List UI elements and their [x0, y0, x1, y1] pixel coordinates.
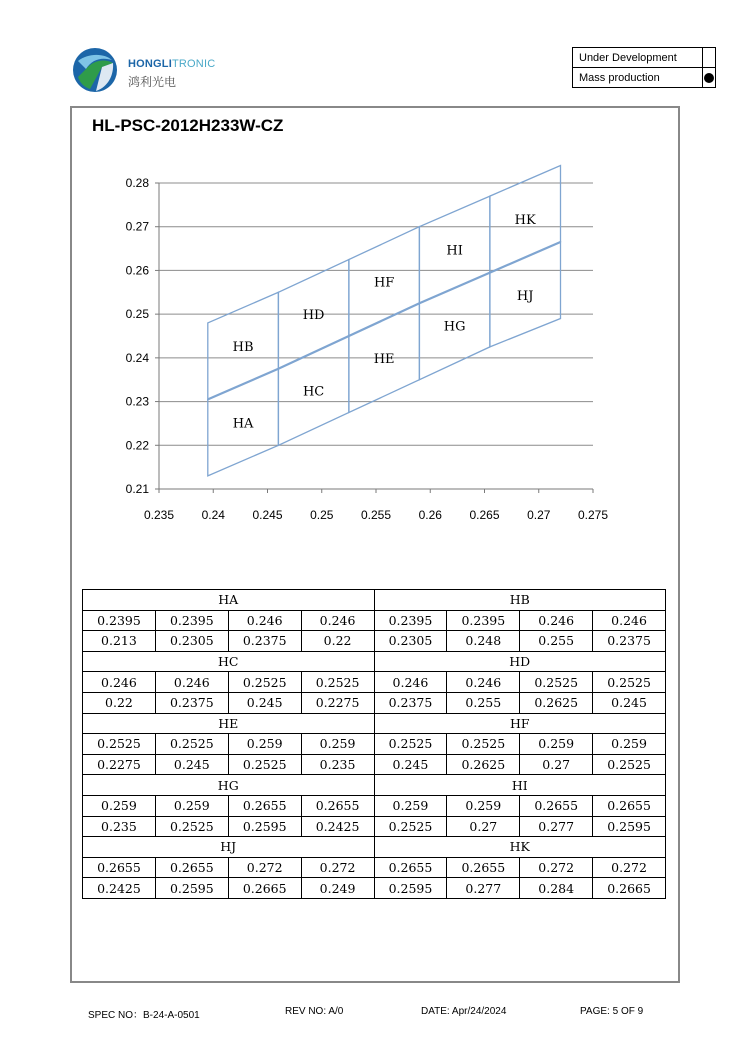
bin-boundary-line — [278, 336, 349, 369]
table-cell: 0.246 — [301, 610, 374, 631]
table-cell: 0.277 — [447, 878, 520, 899]
brand-name-cn: 鸿利光电 — [128, 75, 177, 89]
table-cell: 0.2525 — [593, 672, 666, 693]
bin-name-cell: HJ — [83, 837, 375, 858]
table-cell: 0.245 — [374, 754, 447, 775]
x-tick-label: 0.27 — [527, 508, 551, 522]
table-cell: 0.2655 — [447, 857, 520, 878]
bin-name-cell: HF — [374, 713, 666, 734]
x-tick-label: 0.255 — [360, 508, 392, 522]
y-tick-label: 0.21 — [125, 482, 149, 496]
x-tick-label: 0.275 — [577, 508, 609, 522]
x-tick-label: 0.25 — [310, 508, 334, 522]
table-cell: 0.277 — [520, 816, 593, 837]
bin-regions — [208, 166, 561, 476]
table-cell: 0.2655 — [228, 795, 301, 816]
table-header-row — [83, 590, 666, 611]
table-header-row — [83, 651, 666, 672]
table-header-row — [83, 713, 666, 734]
table-header-row — [83, 775, 666, 796]
bin-label-hc: HC — [302, 384, 325, 400]
table-cell: 0.2665 — [228, 878, 301, 899]
table-cell: 0.246 — [83, 672, 156, 693]
table-cell: 0.2665 — [593, 878, 666, 899]
bin-coordinates-table — [82, 589, 666, 899]
table-cell: 0.2525 — [520, 672, 593, 693]
bin-name-cell: HG — [83, 775, 375, 796]
bin-label-ha: HA — [232, 416, 254, 432]
table-cell: 0.246 — [228, 610, 301, 631]
table-cell: 0.2375 — [155, 692, 228, 713]
table-row-x — [83, 672, 666, 693]
table-cell: 0.235 — [301, 754, 374, 775]
table-cell: 0.2395 — [374, 610, 447, 631]
table-cell: 0.2655 — [301, 795, 374, 816]
bin-name-cell: HB — [374, 590, 666, 611]
table-cell: 0.2275 — [83, 754, 156, 775]
table-cell: 0.246 — [374, 672, 447, 693]
bin-boundary-line — [208, 369, 279, 400]
table-cell: 0.2525 — [228, 672, 301, 693]
table-cell: 0.245 — [593, 692, 666, 713]
table-row-x — [83, 610, 666, 631]
bin-boundary-line — [490, 242, 561, 273]
x-tick-label: 0.24 — [201, 508, 225, 522]
table-cell: 0.2425 — [301, 816, 374, 837]
table-cell: 0.2395 — [83, 610, 156, 631]
table-cell: 0.2595 — [374, 878, 447, 899]
table-cell: 0.235 — [83, 816, 156, 837]
table-cell: 0.22 — [83, 692, 156, 713]
x-tick-label: 0.235 — [143, 508, 175, 522]
table-cell: 0.2525 — [155, 734, 228, 755]
table-row-x — [83, 795, 666, 816]
table-cell: 0.2625 — [520, 692, 593, 713]
table-cell: 0.272 — [520, 857, 593, 878]
bin-name-cell: HC — [83, 651, 375, 672]
y-tick-label: 0.22 — [125, 438, 149, 453]
table-cell: 0.27 — [447, 816, 520, 837]
x-tick-label: 0.245 — [252, 508, 283, 522]
bin-name-cell: HK — [374, 837, 666, 858]
table-row-x — [83, 734, 666, 755]
bin-label-he: HE — [373, 351, 395, 367]
bin-label-hd: HD — [302, 308, 325, 324]
table-cell: 0.259 — [447, 795, 520, 816]
bin-boundary-line — [349, 303, 420, 336]
table-cell: 0.248 — [447, 631, 520, 652]
y-tick-label: 0.27 — [125, 219, 149, 234]
table-cell: 0.249 — [301, 878, 374, 899]
table-cell: 0.2525 — [301, 672, 374, 693]
table-cell: 0.272 — [301, 857, 374, 878]
table-cell: 0.2655 — [83, 857, 156, 878]
table-cell: 0.2625 — [447, 754, 520, 775]
table-cell: 0.272 — [593, 857, 666, 878]
table-row-y — [83, 816, 666, 837]
table-cell: 0.2375 — [374, 692, 447, 713]
table-cell: 0.22 — [301, 631, 374, 652]
x-tick-label: 0.265 — [469, 508, 500, 522]
bin-label-hi: HI — [446, 243, 463, 259]
table-cell: 0.259 — [374, 795, 447, 816]
y-tick-label: 0.26 — [125, 263, 149, 278]
table-cell: 0.259 — [593, 734, 666, 755]
table-cell: 0.246 — [447, 672, 520, 693]
footer-rev-no: REV NO: A/0 — [285, 1006, 344, 1017]
table-cell: 0.213 — [83, 631, 156, 652]
table-cell: 0.259 — [228, 734, 301, 755]
table-row-y — [83, 754, 666, 775]
page-title: HL-PSC-2012H233W-CZ — [92, 116, 284, 135]
y-tick-label: 0.25 — [125, 307, 149, 322]
table-cell: 0.2525 — [155, 816, 228, 837]
bin-name-cell: HA — [83, 590, 375, 611]
table-cell: 0.245 — [228, 692, 301, 713]
table-cell: 0.2655 — [593, 795, 666, 816]
axes — [126, 176, 609, 522]
table-cell: 0.2375 — [228, 631, 301, 652]
table-cell: 0.259 — [301, 734, 374, 755]
bin-name-cell: HE — [83, 713, 375, 734]
table-cell: 0.2425 — [83, 878, 156, 899]
y-tick-label: 0.24 — [125, 350, 149, 365]
table-cell: 0.246 — [593, 610, 666, 631]
table-cell: 0.284 — [520, 878, 593, 899]
table-cell: 0.2525 — [228, 754, 301, 775]
table-cell: 0.2525 — [374, 734, 447, 755]
table-cell: 0.2525 — [83, 734, 156, 755]
table-cell: 0.272 — [228, 857, 301, 878]
table-row-y — [83, 692, 666, 713]
table-cell: 0.2525 — [447, 734, 520, 755]
footer-spec-no: SPEC NO：B-24-A-0501 — [88, 1010, 200, 1021]
table-cell: 0.259 — [520, 734, 593, 755]
table-cell: 0.2595 — [593, 816, 666, 837]
footer-page: PAGE: 5 OF 9 — [580, 1006, 644, 1017]
table-cell: 0.2655 — [374, 857, 447, 878]
bin-name-cell: HD — [374, 651, 666, 672]
y-tick-label: 0.28 — [125, 176, 149, 190]
bin-label-hj: HJ — [516, 289, 534, 305]
table-cell: 0.2375 — [593, 631, 666, 652]
table-cell: 0.2305 — [155, 631, 228, 652]
x-tick-label: 0.26 — [418, 508, 442, 522]
table-cell: 0.2595 — [155, 878, 228, 899]
y-tick-label: 0.23 — [125, 394, 149, 409]
bin-name-cell: HI — [374, 775, 666, 796]
footer-date: DATE: Apr/24/2024 — [421, 1006, 507, 1017]
table-cell: 0.2395 — [155, 610, 228, 631]
bin-label-hf: HF — [373, 275, 395, 291]
table-cell: 0.2655 — [520, 795, 593, 816]
bin-label-hb: HB — [232, 339, 254, 355]
table-cell: 0.27 — [520, 754, 593, 775]
table-cell: 0.245 — [155, 754, 228, 775]
table-cell: 0.259 — [155, 795, 228, 816]
table-cell: 0.2595 — [228, 816, 301, 837]
table-row-y — [83, 878, 666, 899]
brand-name: HONGLITRONIC — [128, 58, 216, 70]
table-cell: 0.255 — [520, 631, 593, 652]
table-cell: 0.2655 — [155, 857, 228, 878]
status-label: Under Development — [573, 48, 703, 68]
table-cell: 0.255 — [447, 692, 520, 713]
table-cell: 0.2305 — [374, 631, 447, 652]
table-cell: 0.259 — [83, 795, 156, 816]
table-cell: 0.2395 — [447, 610, 520, 631]
table-row-x — [83, 857, 666, 878]
bin-boundary-line — [419, 273, 490, 304]
table-cell: 0.246 — [155, 672, 228, 693]
table-row-y — [83, 631, 666, 652]
bin-label-hk: HK — [514, 213, 536, 229]
table-cell: 0.2525 — [593, 754, 666, 775]
table-cell: 0.2525 — [374, 816, 447, 837]
table-header-row — [83, 837, 666, 858]
table-cell: 0.2275 — [301, 692, 374, 713]
bin-label-hg: HG — [443, 319, 466, 335]
status-label: Mass production — [573, 68, 703, 88]
table-cell: 0.246 — [520, 610, 593, 631]
